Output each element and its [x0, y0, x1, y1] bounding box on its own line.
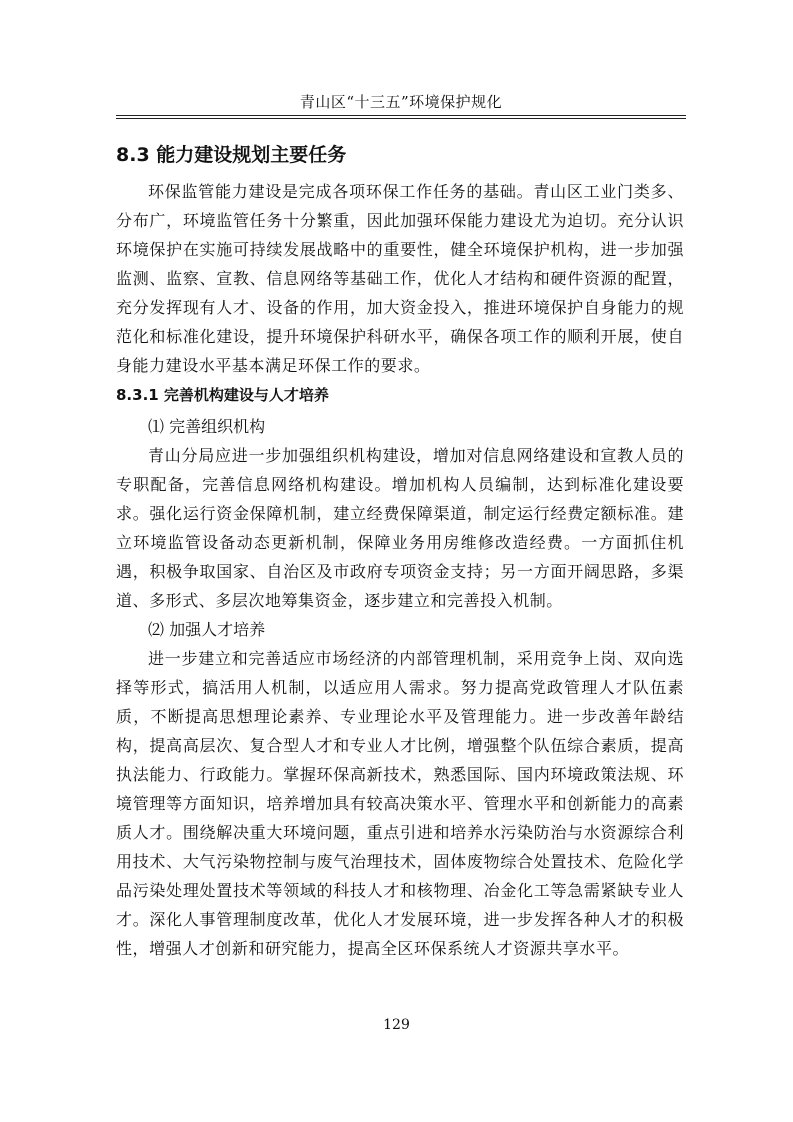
- item-label-organization: ⑴ 完善组织机构: [148, 417, 266, 436]
- subsection-heading: 8.3.1 完善机构建设与人才培养: [116, 386, 329, 404]
- item-paragraph-organization: 青山分局应进一步加强组织机构建设，增加对信息网络建设和宣教人员的专职配备，完善信息网络机构建设。增加机构人员编制，达到标准化建设要求。强化运行资金保障机制，建立经费保障渠道，制定运行经费定额标准。建立环境监管设备动态更新机制，保障业务用房维修改造经费。一方面抓住机遇，积极争取国家、自治区及市政府专项资金支持；另一方面开阔思路，多渠道、多形式、多层次地筹集资金，逐步建立和完善投入机制。: [116, 446, 684, 610]
- running-header: 青山区“十三五”环境保护规化: [299, 93, 503, 111]
- section-intro-paragraph: 环保监管能力建设是完成各项环保工作任务的基础。青山区工业门类多、分布广，环境监管任务十分繁重，因此加强环保能力建设尤为迫切。充分认识环境保护在实施可持续发展战略中的重要性，健全环境保护机构，进一步加强监测、监察、宣教、信息网络等基础工作，优化人才结构和硬件资源的配置，充分发挥现有人才、设备的作用，加大资金投入，推进环境保护自身能力的规范化和标准化建设，提升环境保护科研水平，确保各项工作的顺利开展，使自身能力建设水平基本满足环保工作的要求。: [116, 182, 684, 375]
- page-number: 129: [383, 1017, 410, 1033]
- item-paragraph-talent: 进一步建立和完善适应市场经济的内部管理机制，采用竞争上岗、双向选择等形式，搞活用人机制，以适应用人需求。努力提高党政管理人才队伍素质，不断提高思想理论素养、专业理论水平及管理能力。进一步改善年龄结构，提高高层次、复合型人才和专业人才比例，增强整个队伍综合素质，提高执法能力、行政能力。掌握环保高新技术，熟悉国际、国内环境政策法规、环境管理等方面知识，培养增加具有较高决策水平、管理水平和创新能力的高素质人才。围绕解决重大环境问题，重点引进和培养水污染防治与水资源综合利用技术、大气污染物控制与废气治理技术，固体废物综合处置技术、危险化学品污染处理处置技术等领域的科技人才和核物理、冶金化工等急需紧缺专业人才。深化人事管理制度改革，优化人才发展环境，进一步发挥各种人才的积极性，增强人才创新和研究能力，提高全区环保系统人才资源共享水平。: [116, 649, 684, 958]
- page-content: [116, 142, 684, 963]
- section-heading: 8.3 能力建设规划主要任务: [116, 144, 347, 166]
- item-label-talent: ⑵ 加强人才培养: [148, 620, 266, 639]
- header-rule: [116, 115, 686, 119]
